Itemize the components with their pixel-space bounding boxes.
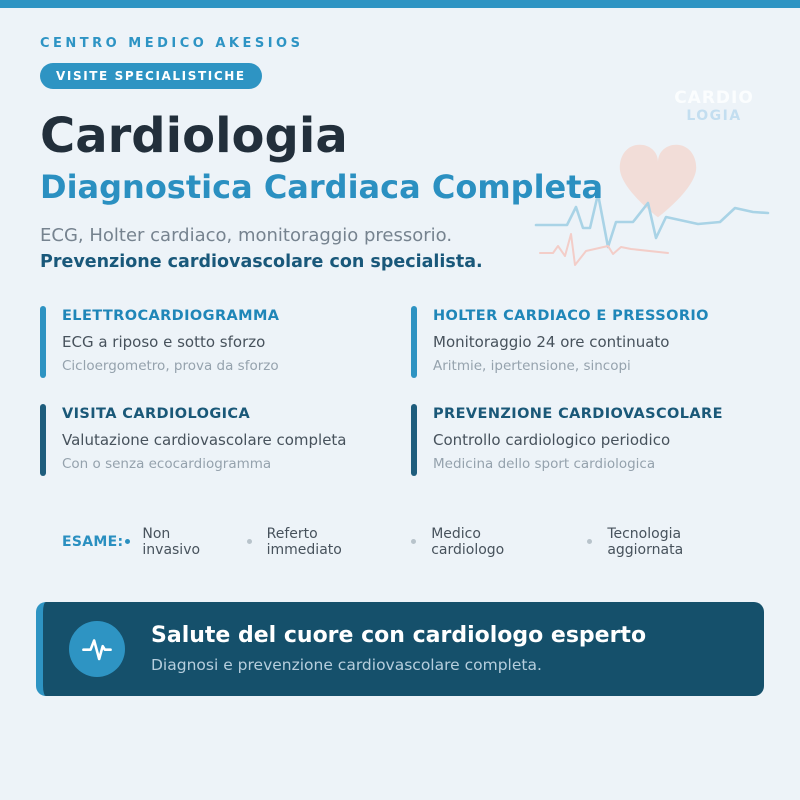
service-line1: Valutazione cardiovascolare completa [62,430,347,449]
service-title: VISITA CARDIOLOGICA [62,405,251,422]
card-accent-bar [411,404,417,476]
bullet-icon [247,539,252,544]
banner-title: Salute del cuore con cardiologo esperto [151,623,647,649]
feature-item: Referto immediato [266,525,342,558]
bullet-icon [125,539,130,544]
exam-label: ESAME: [62,533,124,550]
service-card-holter [411,306,760,378]
service-title: ELETTROCARDIOGRAMMA [62,307,280,324]
clinic-name: CENTRO MEDICO AKESIOS [40,36,304,51]
banner-text [151,623,646,674]
feature-item: Medico cardiologo [431,525,505,558]
description-bold-line: Prevenzione cardiovascolare con specialista. [40,251,483,272]
service-line1: Monitoraggio 24 ore continuato [433,332,670,351]
service-card-elettrocardiogramma [40,306,389,378]
watermark-line1: CARDIO [674,88,754,108]
service-line1: ECG a riposo e sotto sforzo [62,332,266,351]
service-title: HOLTER CARDIACO E PRESSORIO [433,307,709,324]
service-line1: Controllo cardiologico periodico [433,430,671,449]
service-line2: Con o senza ecocardiogramma [62,455,272,472]
top-accent-bar [0,0,800,8]
service-card-prevenzione [411,404,760,476]
page-subtitle: Diagnostica Cardiaca Completa [40,168,604,207]
feature-item: Tecnologia aggiornata [607,525,684,558]
card-accent-bar [40,306,46,378]
card-accent-bar [40,404,46,476]
bullet-icon [411,539,416,544]
card-accent-bar [411,306,417,378]
watermark-line2: LOGIA [686,108,742,125]
pulse-icon [69,621,125,677]
specialist-visits-badge: VISITE SPECIALISTICHE [40,63,262,89]
page-title: Cardiologia [40,108,348,164]
exam-features-row [40,526,760,558]
description-line: ECG, Holter cardiaco, monitoraggio pressorio. [40,224,453,246]
bullet-icon [587,539,592,544]
service-line2: Medicina dello sport cardiologica [433,455,656,472]
services-grid [40,306,760,476]
service-title: PREVENZIONE CARDIOVASCOLARE [433,405,723,422]
banner-subtitle: Diagnosi e prevenzione cardiovascolare completa. [151,656,542,675]
feature-item: Non invasivo [142,525,201,558]
service-line2: Aritmie, ipertensione, sincopi [433,357,631,374]
service-line2: Cicloergometro, prova da sforzo [62,357,279,374]
cta-banner [36,602,764,696]
service-card-visita-cardiologica [40,404,389,476]
